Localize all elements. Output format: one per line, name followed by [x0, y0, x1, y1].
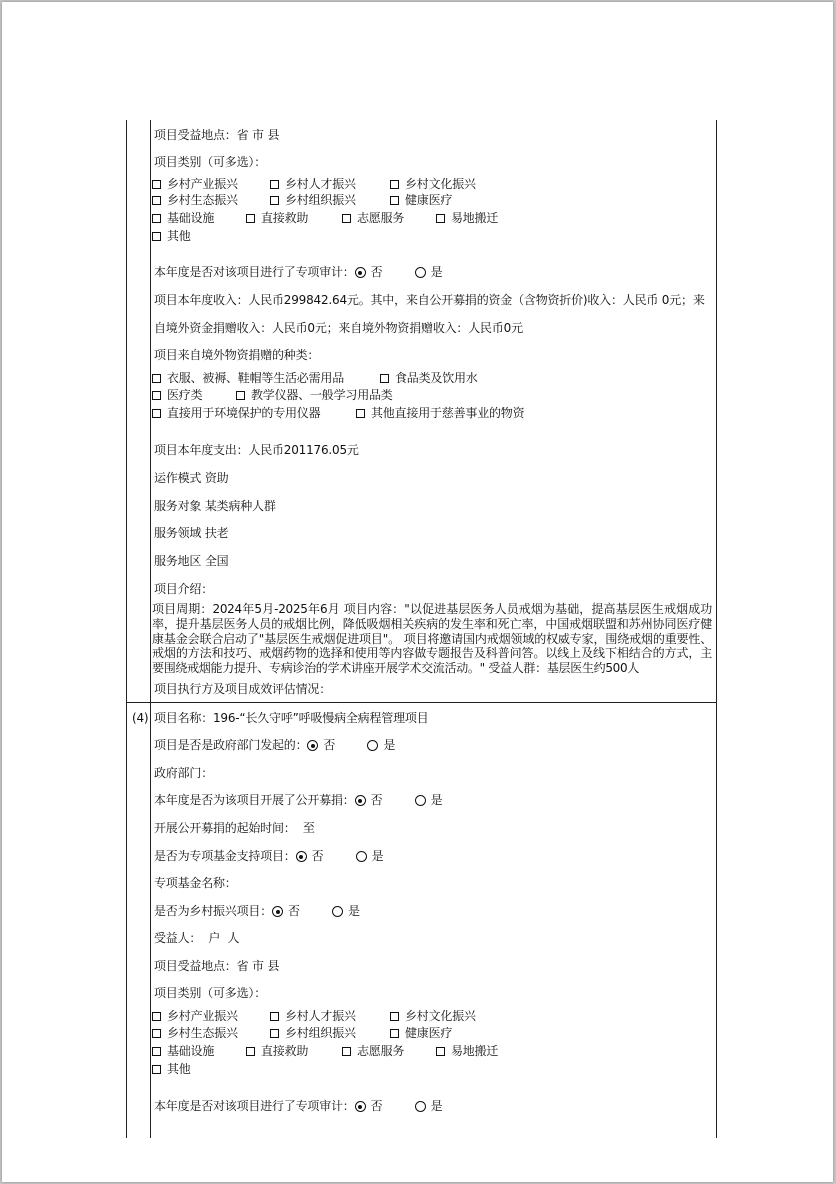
checkbox[interactable] [436, 214, 445, 223]
audit-label: 本年度是否对该项目进行了专项审计： [154, 1099, 355, 1113]
category-option: 其他 [167, 1062, 191, 1076]
gov-dept: 政府部门： [154, 766, 214, 780]
location-row [154, 128, 279, 143]
radio-no-selected[interactable] [355, 1101, 366, 1112]
category-row-3 [152, 211, 498, 226]
category-option: 乡村产业振兴 [167, 1009, 238, 1023]
donation-row-1 [152, 371, 478, 386]
donation-option: 教学仪器、一般学习用品类 [251, 388, 393, 402]
category-option: 健康医疗 [405, 193, 453, 207]
checkbox[interactable] [270, 1029, 279, 1038]
category-option: 乡村产业振兴 [167, 177, 238, 191]
checkbox[interactable] [270, 180, 279, 189]
radio-label-yes: 是 [430, 793, 443, 807]
donation-option: 其他直接用于慈善事业的物资 [371, 406, 525, 420]
category-option: 乡村生态振兴 [167, 193, 238, 207]
evaluation-label: 项目执行方及项目成效评估情况： [154, 682, 332, 696]
checkbox[interactable] [152, 196, 161, 205]
category-option: 乡村生态振兴 [167, 1026, 238, 1040]
intro-text: 项目周期：2024年5月-2025年6月 项目内容："以促进基层医务人员戒烟为基础，提高基层医生戒烟成功率，提升基层医务人员的戒烟比例，降低吸烟相关疾病的发生率和死亡率，中国戒烟联盟和苏州协同医疗健康基金会联合启动了"基层医生戒烟促进项目"。 项目将邀请国内戒烟领域的权威专家，围绕戒烟的重要性、戒烟的方法和技巧、戒烟药物的选择和使用等内容做专题报告及科普问答。以线上及线下相结合的方式，主要围绕戒烟能力提升、专病诊治的学术讲座开展学术交流活动。" 受益人群：基层医生约500人 [152, 602, 712, 676]
fund-name: 专项基金名称： [154, 876, 237, 890]
category-row-1 [152, 177, 476, 192]
fund-label: 是否为专项基金支持项目： [154, 849, 296, 863]
category-option: 直接救助 [261, 1044, 309, 1058]
radio-label-no: 否 [370, 793, 383, 807]
donation-row-3 [152, 406, 524, 421]
row-index: (4) [132, 711, 149, 725]
intro-label: 项目介绍： [154, 582, 214, 596]
checkbox[interactable] [152, 180, 161, 189]
category-option: 乡村文化振兴 [405, 177, 476, 191]
radio-yes[interactable] [415, 267, 426, 278]
checkbox[interactable] [436, 1047, 445, 1056]
checkbox[interactable] [270, 196, 279, 205]
donation-option: 医疗类 [167, 388, 203, 402]
checkbox[interactable] [380, 374, 389, 383]
fund-row [154, 849, 383, 864]
fundraise-label: 本年度是否为该项目开展了公开募捐： [154, 793, 355, 807]
radio-label-no: 否 [323, 738, 336, 752]
radio-label-yes: 是 [430, 265, 443, 279]
radio-label-no: 否 [370, 1099, 383, 1113]
radio-label-yes: 是 [383, 738, 396, 752]
radio-label-yes: 是 [430, 1099, 443, 1113]
location-label: 项目受益地点： [154, 128, 237, 142]
category-row-4 [152, 229, 191, 244]
category-option: 乡村文化振兴 [405, 1009, 476, 1023]
checkbox[interactable] [152, 1047, 161, 1056]
category-label: 项目类别（可多选）： [154, 155, 267, 169]
checkbox[interactable] [152, 374, 161, 383]
radio-label-yes: 是 [371, 849, 384, 863]
radio-yes[interactable] [415, 795, 426, 806]
beneficiary: 受益人： 户 人 [154, 931, 240, 945]
category-option: 易地搬迁 [451, 1044, 499, 1058]
category-option: 其他 [167, 229, 191, 243]
donation-option: 直接用于环境保护的专用仪器 [167, 406, 321, 420]
category-option: 乡村人才振兴 [285, 1009, 356, 1023]
checkbox[interactable] [356, 409, 365, 418]
audit-row [154, 265, 442, 280]
rural-label: 是否为乡村振兴项目： [154, 904, 273, 918]
radio-yes[interactable] [415, 1101, 426, 1112]
document-page [2, 2, 833, 1182]
category-row-2 [152, 193, 452, 208]
category-option: 易地搬迁 [451, 211, 499, 225]
checkbox[interactable] [152, 1065, 161, 1074]
donation-option: 衣服、被褥、鞋帽等生活必需用品 [167, 371, 345, 385]
table-inner-border [150, 120, 151, 1138]
table-left-border [126, 120, 127, 1138]
checkbox[interactable] [246, 1047, 255, 1056]
checkbox[interactable] [342, 1047, 351, 1056]
location-label: 项目受益地点： [154, 959, 237, 973]
location-value: 省 市 县 [236, 959, 280, 973]
category-option: 直接救助 [261, 211, 309, 225]
checkbox[interactable] [390, 1012, 399, 1021]
checkbox[interactable] [236, 391, 245, 400]
audit-row [154, 1099, 442, 1114]
donation-option: 食品类及饮用水 [395, 371, 478, 385]
radio-yes[interactable] [332, 906, 343, 917]
category-row-3 [152, 1044, 498, 1059]
checkbox[interactable] [152, 1029, 161, 1038]
checkbox[interactable] [390, 1029, 399, 1038]
radio-no-selected[interactable] [296, 851, 307, 862]
gov-label: 项目是否是政府部门发起的： [154, 738, 308, 752]
category-option: 乡村组织振兴 [285, 193, 356, 207]
donation-row-2 [152, 388, 393, 403]
row-divider [126, 702, 717, 703]
operation-mode: 运作模式 资助 [154, 471, 229, 485]
rural-row [154, 904, 360, 919]
fundraise-time: 开展公开募捐的起始时间： 至 [154, 821, 315, 835]
radio-no-selected[interactable] [355, 267, 366, 278]
table-right-border [716, 120, 717, 1138]
radio-yes[interactable] [367, 740, 378, 751]
category-row-1 [152, 1009, 476, 1024]
donation-types-label: 项目来自境外物资捐赠的种类： [154, 348, 320, 362]
checkbox[interactable] [152, 214, 161, 223]
expense: 项目本年度支出：人民币201176.05元 [154, 443, 359, 457]
checkbox[interactable] [152, 232, 161, 241]
category-option: 志愿服务 [357, 1044, 405, 1058]
checkbox[interactable] [152, 1012, 161, 1021]
location-row [154, 959, 279, 974]
project-name: 项目名称：196-“长久守呼”呼吸慢病全病程管理项目 [154, 711, 429, 725]
checkbox[interactable] [390, 196, 399, 205]
service-area: 服务地区 全国 [154, 554, 229, 568]
checkbox[interactable] [270, 1012, 279, 1021]
radio-no-selected[interactable] [307, 740, 318, 751]
category-option: 基础设施 [167, 211, 215, 225]
category-option: 健康医疗 [405, 1026, 453, 1040]
service-target: 服务对象 某类病种人群 [154, 499, 276, 513]
category-option: 基础设施 [167, 1044, 215, 1058]
checkbox[interactable] [152, 409, 161, 418]
radio-label-no: 否 [370, 265, 383, 279]
location-value: 省 市 县 [236, 128, 280, 142]
category-option: 乡村人才振兴 [285, 177, 356, 191]
category-label: 项目类别（可多选）： [154, 986, 267, 1000]
checkbox[interactable] [152, 391, 161, 400]
checkbox[interactable] [246, 214, 255, 223]
category-row-2 [152, 1026, 452, 1041]
category-row-4 [152, 1062, 191, 1077]
category-option: 乡村组织振兴 [285, 1026, 356, 1040]
gov-row [154, 738, 395, 753]
category-option: 志愿服务 [357, 211, 405, 225]
income-line-2: 自境外资金捐赠收入：人民币0元；来自境外物资捐赠收入：人民币0元 [154, 321, 523, 335]
fundraise-row [154, 793, 442, 808]
service-field: 服务领域 扶老 [154, 526, 229, 540]
checkbox[interactable] [342, 214, 351, 223]
radio-label-no: 否 [311, 849, 324, 863]
radio-label-yes: 是 [348, 904, 360, 918]
income-line-1: 项目本年度收入：人民币299842.64元。其中，来自公开募捐的资金（含物资折价)收入：人民币 0元；来 [154, 293, 705, 307]
radio-no-selected[interactable] [355, 795, 366, 806]
radio-no-selected[interactable] [272, 906, 283, 917]
checkbox[interactable] [390, 180, 399, 189]
radio-yes[interactable] [356, 851, 367, 862]
radio-label-no: 否 [288, 904, 300, 918]
audit-label: 本年度是否对该项目进行了专项审计： [154, 265, 355, 279]
